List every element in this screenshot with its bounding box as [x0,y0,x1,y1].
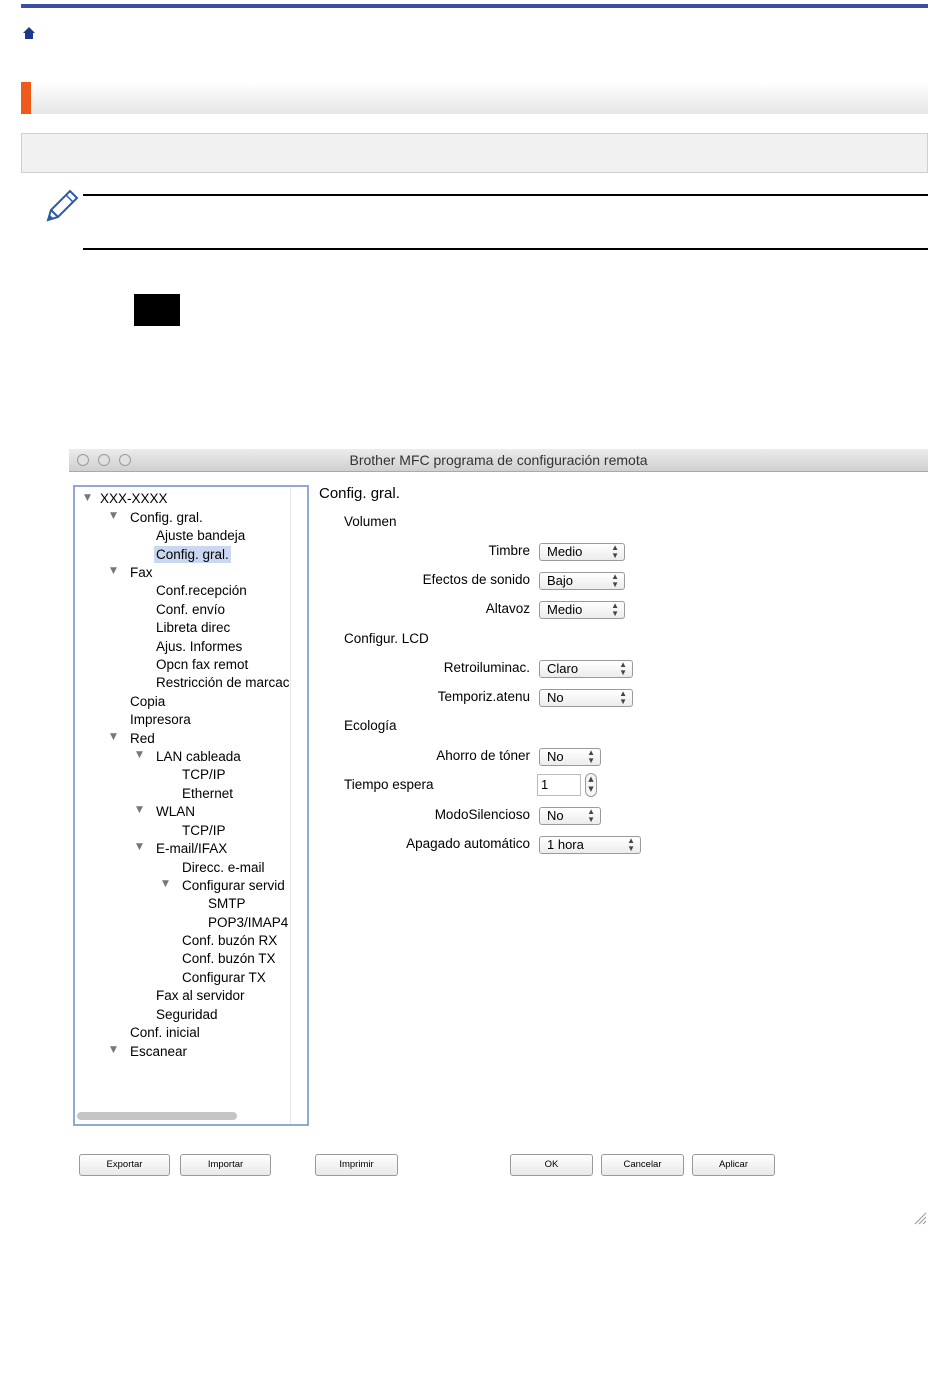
tree-item-lan-cableada[interactable]: LAN cableada [156,749,241,764]
select-arrows-icon: ▲ ▼ [611,572,619,589]
tree-expand-icon[interactable]: ▼ [162,879,169,889]
temporiz-atenu-value: No [547,690,564,705]
retroiluminac-label: Retroiluminac. [443,660,530,675]
retroiluminac-value: Claro [547,661,579,676]
step-number-box [134,294,180,326]
tree-item-copia[interactable]: Copia [130,694,166,709]
section-ecologia: Ecología [344,718,397,733]
tree-item-config-gral[interactable]: Config. gral. [130,510,203,525]
temporiz-atenu-label: Temporiz.atenu [437,689,530,704]
ahorro-toner-label: Ahorro de tóner [436,748,530,763]
modo-silencioso-value: No [547,808,564,823]
tree-item-tcpip[interactable]: TCP/IP [182,767,226,782]
select-arrows-icon: ▲ ▼ [619,689,627,706]
tree-item-email-ifax[interactable]: E-mail/IFAX [156,841,228,856]
tree-item-impresora[interactable]: Impresora [130,712,191,727]
select-arrows-icon: ▲ ▼ [587,748,595,765]
altavoz-label: Altavoz [485,601,530,616]
select-arrows-icon: ▲ ▼ [627,836,635,853]
section-volumen: Volumen [344,514,397,529]
section-heading-bar [21,82,928,114]
altavoz-select[interactable] [539,601,625,619]
tree-expand-icon[interactable]: ▼ [110,566,117,576]
panel-title: Config. gral. [319,485,400,502]
tree-item-fax[interactable]: Fax [130,565,153,580]
select-arrows-icon: ▲ ▼ [611,543,619,560]
summary-box [21,133,928,173]
tree-item-wlan[interactable]: WLAN [156,804,196,819]
tree-item-direcc-email[interactable]: Direcc. e-mail [182,860,265,875]
tree-item-restriccion-marcacion[interactable]: Restricción de marcac [156,675,290,690]
altavoz-value: Medio [547,602,583,617]
ahorro-toner-select[interactable] [539,748,601,766]
tree-item-red[interactable]: Red [130,731,155,746]
tiempo-espera-stepper[interactable]: ▲ ▼ [585,773,597,797]
efectos-sonido-select[interactable] [539,572,625,590]
note-bottom-rule [83,248,928,250]
ahorro-toner-value: No [547,749,564,764]
tree-item-conf-buzon-tx[interactable]: Conf. buzón TX [182,951,276,966]
tree-item-opcn-fax-remot[interactable]: Opcn fax remot [156,657,249,672]
tree-item-config-gral-selected[interactable]: Config. gral. [156,547,229,562]
tree-expand-icon[interactable]: ▼ [84,493,91,503]
retroiluminac-select[interactable] [539,660,633,678]
exportar-button[interactable]: Exportar [79,1154,170,1176]
tree-item-conf-envio[interactable]: Conf. envío [156,602,226,617]
modo-silencioso-label: ModoSilencioso [434,807,530,822]
tree-expand-icon[interactable]: ▼ [110,511,117,521]
apagado-automatico-select[interactable] [539,836,641,854]
efectos-sonido-value: Bajo [547,573,574,588]
tree-expand-icon[interactable]: ▼ [110,1045,117,1055]
section-accent [21,82,31,114]
window-title: Brother MFC programa de configuración remota [349,452,648,468]
home-icon[interactable] [22,26,36,40]
tree-item-conf-recepcion[interactable]: Conf.recepción [156,583,247,598]
aplicar-button[interactable]: Aplicar [692,1154,775,1176]
tree-item-conf-buzon-rx[interactable]: Conf. buzón RX [182,933,278,948]
tree-item-fax-al-servidor[interactable]: Fax al servidor [156,988,245,1003]
select-arrows-icon: ▲ ▼ [587,807,595,824]
ok-button[interactable]: OK [510,1154,593,1176]
tree-item-conf-inicial[interactable]: Conf. inicial [130,1025,200,1040]
remote-setup-window [69,449,928,1239]
select-arrows-icon: ▲ ▼ [611,601,619,618]
cancelar-button[interactable]: Cancelar [601,1154,684,1176]
tiempo-espera-label: Tiempo espera [344,777,434,792]
tree-expand-icon[interactable]: ▼ [110,732,117,742]
modo-silencioso-select[interactable] [539,807,601,825]
tree-expand-icon[interactable]: ▼ [136,805,143,815]
select-arrows-icon: ▲ ▼ [619,660,627,677]
tree-item-smtp[interactable]: SMTP [208,896,246,911]
tree-item-wlan-tcpip[interactable]: TCP/IP [182,823,226,838]
tree-horizontal-scrollbar[interactable] [77,1112,237,1120]
tiempo-espera-input[interactable]: 1 [537,774,581,796]
importar-button[interactable]: Importar [180,1154,271,1176]
note-pencil-icon [44,188,80,224]
timbre-select[interactable] [539,543,625,561]
window-titlebar [69,449,928,472]
tree-item-pop3-imap4[interactable]: POP3/IMAP4 [208,915,289,930]
tree-expand-icon[interactable]: ▼ [136,750,143,760]
apagado-automatico-label: Apagado automático [406,836,530,851]
tree-item-ajus-informes[interactable]: Ajus. Informes [156,639,243,654]
tree-item-ethernet[interactable]: Ethernet [182,786,234,801]
imprimir-button[interactable]: Imprimir [315,1154,398,1176]
tree-item-ajuste-bandeja[interactable]: Ajuste bandeja [156,528,246,543]
section-configur-lcd: Configur. LCD [344,631,429,646]
tree-item-seguridad[interactable]: Seguridad [156,1007,218,1022]
resize-grip-icon[interactable] [913,1211,927,1225]
temporiz-atenu-select[interactable] [539,689,633,707]
tree-expand-icon[interactable]: ▼ [136,842,143,852]
tree-item-libreta-direc[interactable]: Libreta direc [156,620,231,635]
timbre-label: Timbre [488,543,530,558]
timbre-value: Medio [547,544,583,559]
tree-root[interactable]: XXX-XXXX [100,491,168,506]
efectos-sonido-label: Efectos de sonido [422,572,530,587]
tree-item-configurar-tx[interactable]: Configurar TX [182,970,266,985]
header-rule [21,4,928,8]
note-top-rule [83,194,928,196]
tree-item-configurar-servidor[interactable]: Configurar servid [182,878,285,893]
tree-item-escanear[interactable]: Escanear [130,1044,188,1059]
apagado-automatico-value: 1 hora [547,837,584,852]
